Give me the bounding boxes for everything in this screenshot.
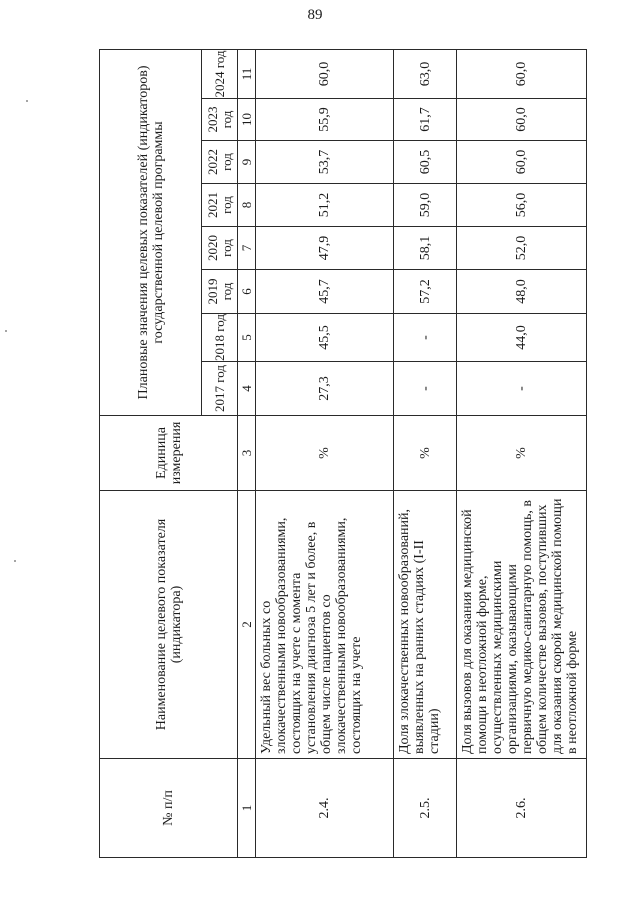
value-cell: 56,0 [457,184,587,227]
header-year: 2019 год [202,270,238,314]
column-number: 1 [238,759,256,858]
value-cell: 55,9 [256,99,394,141]
table-row [457,49,587,857]
page-number: 89 [307,7,323,23]
column-number: 4 [238,362,256,416]
scan-speck [14,560,16,562]
row-number: 2.4. [256,759,394,858]
value-cell: 60,0 [457,99,587,141]
column-number: 6 [238,270,256,314]
header-year: 2024 год [202,49,238,98]
column-number-row [238,49,256,857]
value-cell: 45,7 [256,270,394,314]
scan-speck [5,330,7,332]
value-cell: 47,9 [256,227,394,270]
header-num: № п/п [100,759,238,858]
value-cell: 48,0 [457,270,587,314]
value-cell: 58,1 [394,227,457,270]
scan-speck [26,100,28,102]
column-number: 10 [238,99,256,141]
rotated-table-wrapper [99,50,580,858]
header-year: 2017 год [202,362,238,416]
value-cell: 60,0 [457,141,587,184]
value-cell: 51,2 [256,184,394,227]
value-cell: 57,2 [394,270,457,314]
indicator-name: Доля вызовов для оказания медицинской помощи в неотложной форме, осуществленных медицинскими организациями, оказывающими первичную медико-санитарную помощь, в общем количестве вызовов, поступивших для оказания скорой медицинской помощи в неотложной форме [457,491,587,759]
value-cell: - [394,314,457,362]
unit-cell: % [457,416,587,491]
header-year: 2018 год [202,314,238,362]
indicator-name: Доля злокачественных новообразований, выявленных на ранних стадиях (I-II стадии) [394,491,457,759]
row-number: 2.6. [457,759,587,858]
unit-cell: % [394,416,457,491]
value-cell: 27,3 [256,362,394,416]
indicators-table [99,49,587,858]
table-row [394,49,457,857]
value-cell: - [457,362,587,416]
header-year: 2021 год [202,184,238,227]
value-cell: 60,0 [256,49,394,98]
column-number: 5 [238,314,256,362]
value-cell: 59,0 [394,184,457,227]
row-number: 2.5. [394,759,457,858]
header-year: 2022 год [202,141,238,184]
value-cell: 63,0 [394,49,457,98]
value-cell: 52,0 [457,227,587,270]
column-number: 7 [238,227,256,270]
column-number: 9 [238,141,256,184]
value-cell: - [394,362,457,416]
column-number: 11 [238,49,256,98]
header-year: 2023 год [202,99,238,141]
header-planned: Плановые значения целевых показателей (индикаторов) государственной целевой программы [100,49,202,415]
column-number: 2 [238,491,256,759]
unit-cell: % [256,416,394,491]
value-cell: 61,7 [394,99,457,141]
indicator-name: Удельный вес больных со злокачественными новообразованиями, состоящих на учете с момента установления диагноза 5 лет и более, в общем числе пациентов со злокачественными новообразованиями, состоящих на учете [256,491,394,759]
column-number: 8 [238,184,256,227]
header-year: 2020 год [202,227,238,270]
column-number: 3 [238,416,256,491]
value-cell: 60,0 [457,49,587,98]
header-unit: Единица измерения [100,416,238,491]
value-cell: 53,7 [256,141,394,184]
value-cell: 45,5 [256,314,394,362]
value-cell: 60,5 [394,141,457,184]
header-name: Наименование целевого показателя (индикатора) [100,491,238,759]
value-cell: 44,0 [457,314,587,362]
table-row [256,49,394,857]
